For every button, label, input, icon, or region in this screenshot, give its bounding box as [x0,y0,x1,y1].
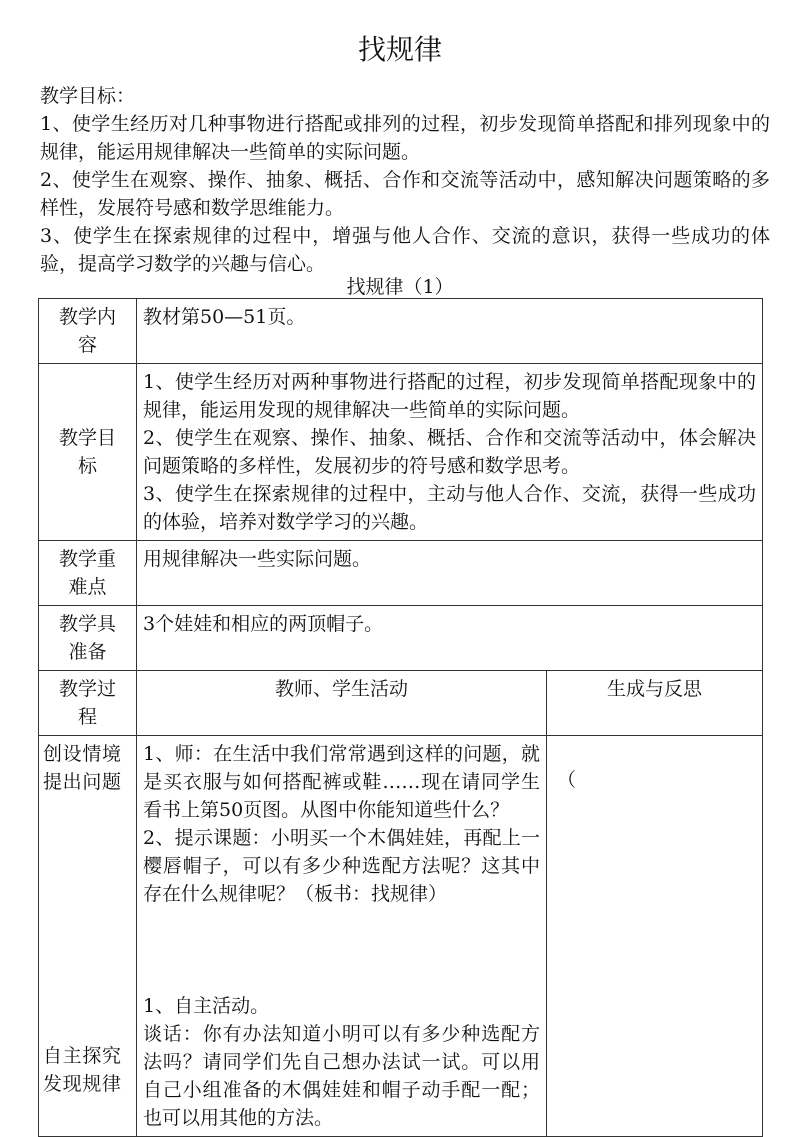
teaching-goal-item: 3、使学生在探索规律的过程中，增强与他人合作、交流的意识，获得一些成功的体验，提高学习数学的兴趣与信心。 [40,225,770,275]
activity-item: 2、提示课题：小明买一个木偶娃娃，再配上一樱唇帽子，可以有多少种选配方法呢？这其中存在什么规律呢？（板书：找规律） [143,827,540,905]
activity-header: 教师、学生活动 [274,678,408,700]
goal-item: 2、使学生在观察、操作、抽象、概括、合作和交流等活动中，体会解决问题策略的多样性，发展初步的符号感和数学思考。 [143,427,757,477]
tools-label: 教学具准备 [58,613,116,663]
lesson-plan-table [38,298,763,1137]
goals-label-cell [39,364,137,541]
activity-item: 谈话：你有办法知道小明可以有多少种选配方法吗？请同学们先自己想办法试一试。可以用自己小组准备的木偶娃娃和帽子动手配一配；也可以用其他的方法。 [143,1023,540,1129]
teaching-goal-item: 2、使学生在观察、操作、抽象、概括、合作和交流等活动中，感知解决问题策略的多样性，发展符号感和数学思维能力。 [40,169,770,219]
table-row [39,606,763,671]
content-value-cell [137,299,763,364]
page-title: 找规律 [357,33,442,66]
reflection-header: 生成与反思 [607,678,703,700]
stage-label-question: 提出问题 [43,771,121,793]
reflection-cell [547,736,763,1137]
key-value-cell [137,541,763,606]
reflection-mark: （ [557,769,577,791]
lesson-title: 找规律（1） [346,276,454,298]
table-row [39,364,763,541]
teaching-goals-heading: 教学目标： [40,85,136,107]
goal-item: 1、使学生经历对两种事物进行搭配的过程，初步发现简单搭配现象中的规律，能运用发现的规律解决一些简单的实际问题。 [143,371,757,421]
key-label-cell [39,541,137,606]
tools-value-cell [137,606,763,671]
content-label-cell [39,299,137,364]
key-value: 用规律解决一些实际问题。 [143,548,372,570]
table-row [39,299,763,364]
process-label-cell [39,671,137,736]
table-row [39,671,763,736]
content-label: 教学内容 [58,306,116,356]
teaching-goal-item: 1、使学生经历对几种事物进行搭配或排列的过程，初步发现简单搭配和排列现象中的规律，能运用规律解决一些简单的实际问题。 [40,113,770,163]
spacer [143,908,540,992]
key-label: 教学重难点 [58,548,116,598]
goals-value-cell [137,364,763,541]
goal-item: 3、使学生在探索规律的过程中，主动与他人合作、交流，获得一些成功的体验，培养对数学学习的兴趣。 [143,483,757,533]
activity-cell [137,736,547,1137]
reflection-header-cell [547,671,763,736]
stage-label-situation: 创设情境 [43,743,121,765]
activity-item: 1、自主活动。 [143,995,270,1017]
stage-label-explore: 自主探究发现规律 [43,1045,121,1095]
tools-label-cell [39,606,137,671]
activity-header-cell [137,671,547,736]
activity-item: 1、师：在生活中我们常常遇到这样的问题，就是买衣服与如何搭配裤或鞋……现在请同学生看书上第50页图。从图中你能知道些什么？ [143,743,540,821]
content-value: 教材第50—51页。 [143,306,306,328]
stage-label-cell [39,736,137,1137]
process-label: 教学过程 [58,678,116,728]
tools-value: 3个娃娃和相应的两顶帽子。 [143,613,384,635]
teaching-goals-section [40,82,770,278]
table-row [39,541,763,606]
goals-label: 教学目标 [58,427,116,477]
table-row [39,736,763,1137]
